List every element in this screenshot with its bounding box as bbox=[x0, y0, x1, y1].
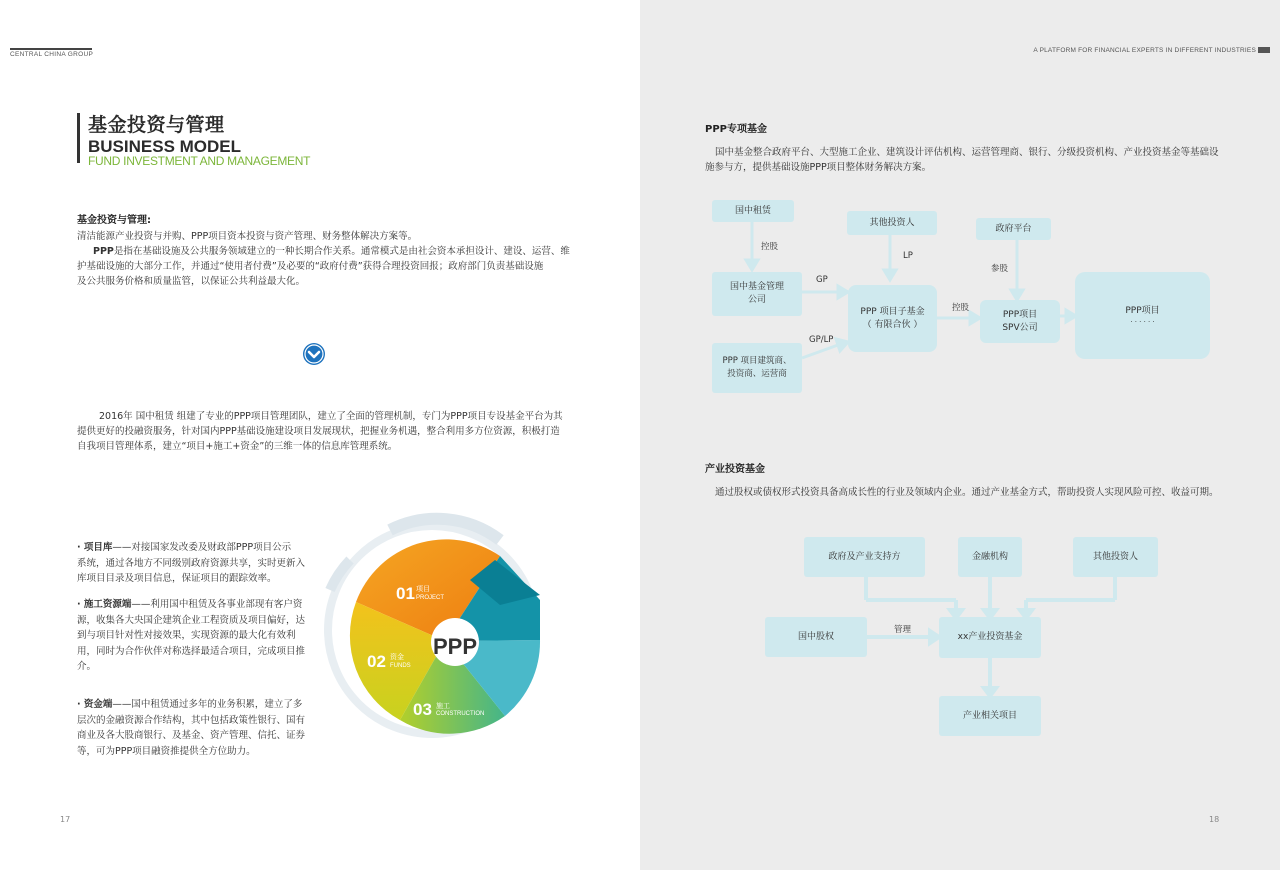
ppp-fund-heading: PPP专项基金 bbox=[705, 124, 767, 135]
bullet-line: ——利用国中租赁及各事业部现有客户资 bbox=[131, 599, 303, 610]
ppp-fund-desc-line: 施参与方，提供基础设施PPP项目整体财务解决方案。 bbox=[705, 162, 932, 173]
wheel-num-01: 01 bbox=[396, 584, 415, 603]
bullet-line: 系统，通过各地方不同级别政府资源共享，实时更新入 bbox=[77, 557, 306, 569]
wheel-num-03: 03 bbox=[413, 700, 432, 719]
node-sub-fund: PPP 项目子基金 （ 有限合伙 ） bbox=[848, 285, 937, 352]
bullet-title: · 项目库 bbox=[77, 542, 113, 553]
ppp-desc-line: 护基础设施的大部分工作，并通过“使用者付费”及必要的“政府付费”获得合理投资回报；政府部门负责基础设施 bbox=[77, 261, 544, 272]
bullet-line: 商业及各大股商银行、及基金、资产管理、信托、证券 bbox=[77, 730, 306, 741]
wheel-en-03: CONSTRUCTION bbox=[436, 711, 485, 717]
industry-diagram-connectors bbox=[640, 0, 1280, 870]
wheel-num-02: 02 bbox=[367, 652, 386, 671]
bullet-line: ——对接国家发改委及财政部PPP项目公示 bbox=[112, 542, 292, 553]
ppp-desc-line: 是指在基础设施及公共服务领域建立的一种长期合作关系。通常模式是由社会资本承担设计、建设、运营、维 bbox=[113, 246, 570, 257]
bullet-title: · 资金端 bbox=[77, 699, 113, 710]
node-builders: PPP 项目建筑商、 投资商、运营商 bbox=[712, 343, 802, 393]
bullet-line: 用，同时为合作伙伴对称选择最适合项目，完成项目推 bbox=[77, 645, 306, 657]
label-lp: LP bbox=[903, 251, 913, 261]
intro-heading: 基金投资与管理: bbox=[77, 215, 151, 226]
wheel-cn-01: 项目 bbox=[416, 585, 430, 593]
wheel-center-label: PPP bbox=[432, 634, 478, 659]
node-fund-management: 国中基金管理 公司 bbox=[712, 272, 802, 316]
node-xx-fund: xx产业投资基金 bbox=[939, 617, 1041, 658]
bullet-title: · 施工资源端 bbox=[77, 599, 132, 610]
ppp-desc-line: 及公共服务价格和质量监管，以保证公共利益最大化。 bbox=[77, 276, 306, 287]
bullet-line: ——国中租赁通过多年的业务积累，建立了多 bbox=[112, 699, 303, 710]
node-ppp-project: PPP项目 · · · · · · bbox=[1075, 272, 1210, 359]
intro-line: 清洁能源产业投资与并购、PPP项目资本投资与资产管理、财务整体解决方案等。 bbox=[77, 231, 418, 242]
node-leasing: 国中租赁 bbox=[712, 200, 794, 222]
node-financial: 金融机构 bbox=[958, 537, 1022, 577]
node-equity: 国中股权 bbox=[765, 617, 867, 657]
page-number-left: 17 bbox=[60, 815, 71, 824]
node-spv: PPP项目 SPV公司 bbox=[980, 300, 1060, 343]
brand-right: A PLATFORM FOR FINANCIAL EXPERTS IN DIFFERENT INDUSTRIES bbox=[1033, 47, 1256, 54]
node-other-investors: 其他投资人 bbox=[847, 211, 937, 235]
industry-fund-desc: 通过股权或债权形式投资具备高成长性的行业及领域内企业。通过产业基金方式，帮助投资人实现风险可控、收益可期。 bbox=[715, 487, 1219, 498]
team-line: 自我项目管理体系，建立“项目+施工+资金”的三维一体的信息库管理系统。 bbox=[77, 441, 398, 452]
page-number-right: 18 bbox=[1209, 815, 1220, 824]
label-holding: 控股 bbox=[761, 242, 779, 252]
wheel-en-02: FUNDS bbox=[390, 663, 411, 669]
wheel-cn-03: 施工 bbox=[436, 702, 450, 710]
page-title-en: BUSINESS MODEL bbox=[88, 137, 242, 156]
label-equity: 参股 bbox=[991, 264, 1009, 274]
label-gp: GP bbox=[816, 275, 828, 285]
page-title: 基金投资与管理 bbox=[88, 114, 225, 136]
node-gov-platform: 政府平台 bbox=[976, 218, 1051, 240]
wheel-en-01: PROJECT bbox=[416, 595, 445, 601]
industry-fund-heading: 产业投资基金 bbox=[705, 464, 765, 475]
team-line: 2016年 国中租赁 组建了专业的PPP项目管理团队，建立了全面的管理机制，专门为PPP项目专设基金平台为其 bbox=[99, 411, 563, 422]
bullet-line: 层次的金融资源合作结构，其中包括政策性银行、国有 bbox=[77, 714, 306, 726]
wheel-cn-02: 资金 bbox=[390, 653, 404, 661]
node-related-projects: 产业相关项目 bbox=[939, 696, 1041, 736]
bullet-line: 等，可为PPP项目融资推提供全方位助力。 bbox=[77, 745, 256, 757]
ppp-term: PPP bbox=[93, 246, 114, 257]
team-line: 提供更好的投融资服务，针对国内PPP基础设施建设项目发展现状，把握业务机遇，整合利用多方位资源，积极打造 bbox=[77, 426, 560, 437]
label-gplp: GP/LP bbox=[809, 335, 834, 345]
label-manage: 管理 bbox=[894, 625, 912, 635]
bullet-line: 介。 bbox=[77, 661, 97, 672]
page-subtitle: FUND INVESTMENT AND MANAGEMENT bbox=[88, 154, 311, 168]
label-holding-2: 控股 bbox=[952, 303, 970, 313]
bullet-line: 源，收集各大央国企建筑企业工程资质及项目偏好，达 bbox=[77, 614, 306, 626]
node-others: 其他投资人 bbox=[1073, 537, 1158, 577]
bullet-line: 到与项目针对性对接效果，实现资源的最大化有效利 bbox=[77, 630, 296, 641]
brand-left: CENTRAL CHINA GROUP bbox=[10, 51, 94, 58]
ppp-fund-desc-line: 国中基金整合政府平台、大型施工企业、建筑设计评估机构、运营管理商、银行、分级投资机构、产业投资基金等基础设 bbox=[715, 147, 1219, 158]
right-page bbox=[640, 0, 1280, 870]
node-gov-support: 政府及产业支持方 bbox=[804, 537, 925, 577]
bullet-line: 库项目目录及项目信息，保证项目的跟踪效率。 bbox=[77, 573, 277, 584]
